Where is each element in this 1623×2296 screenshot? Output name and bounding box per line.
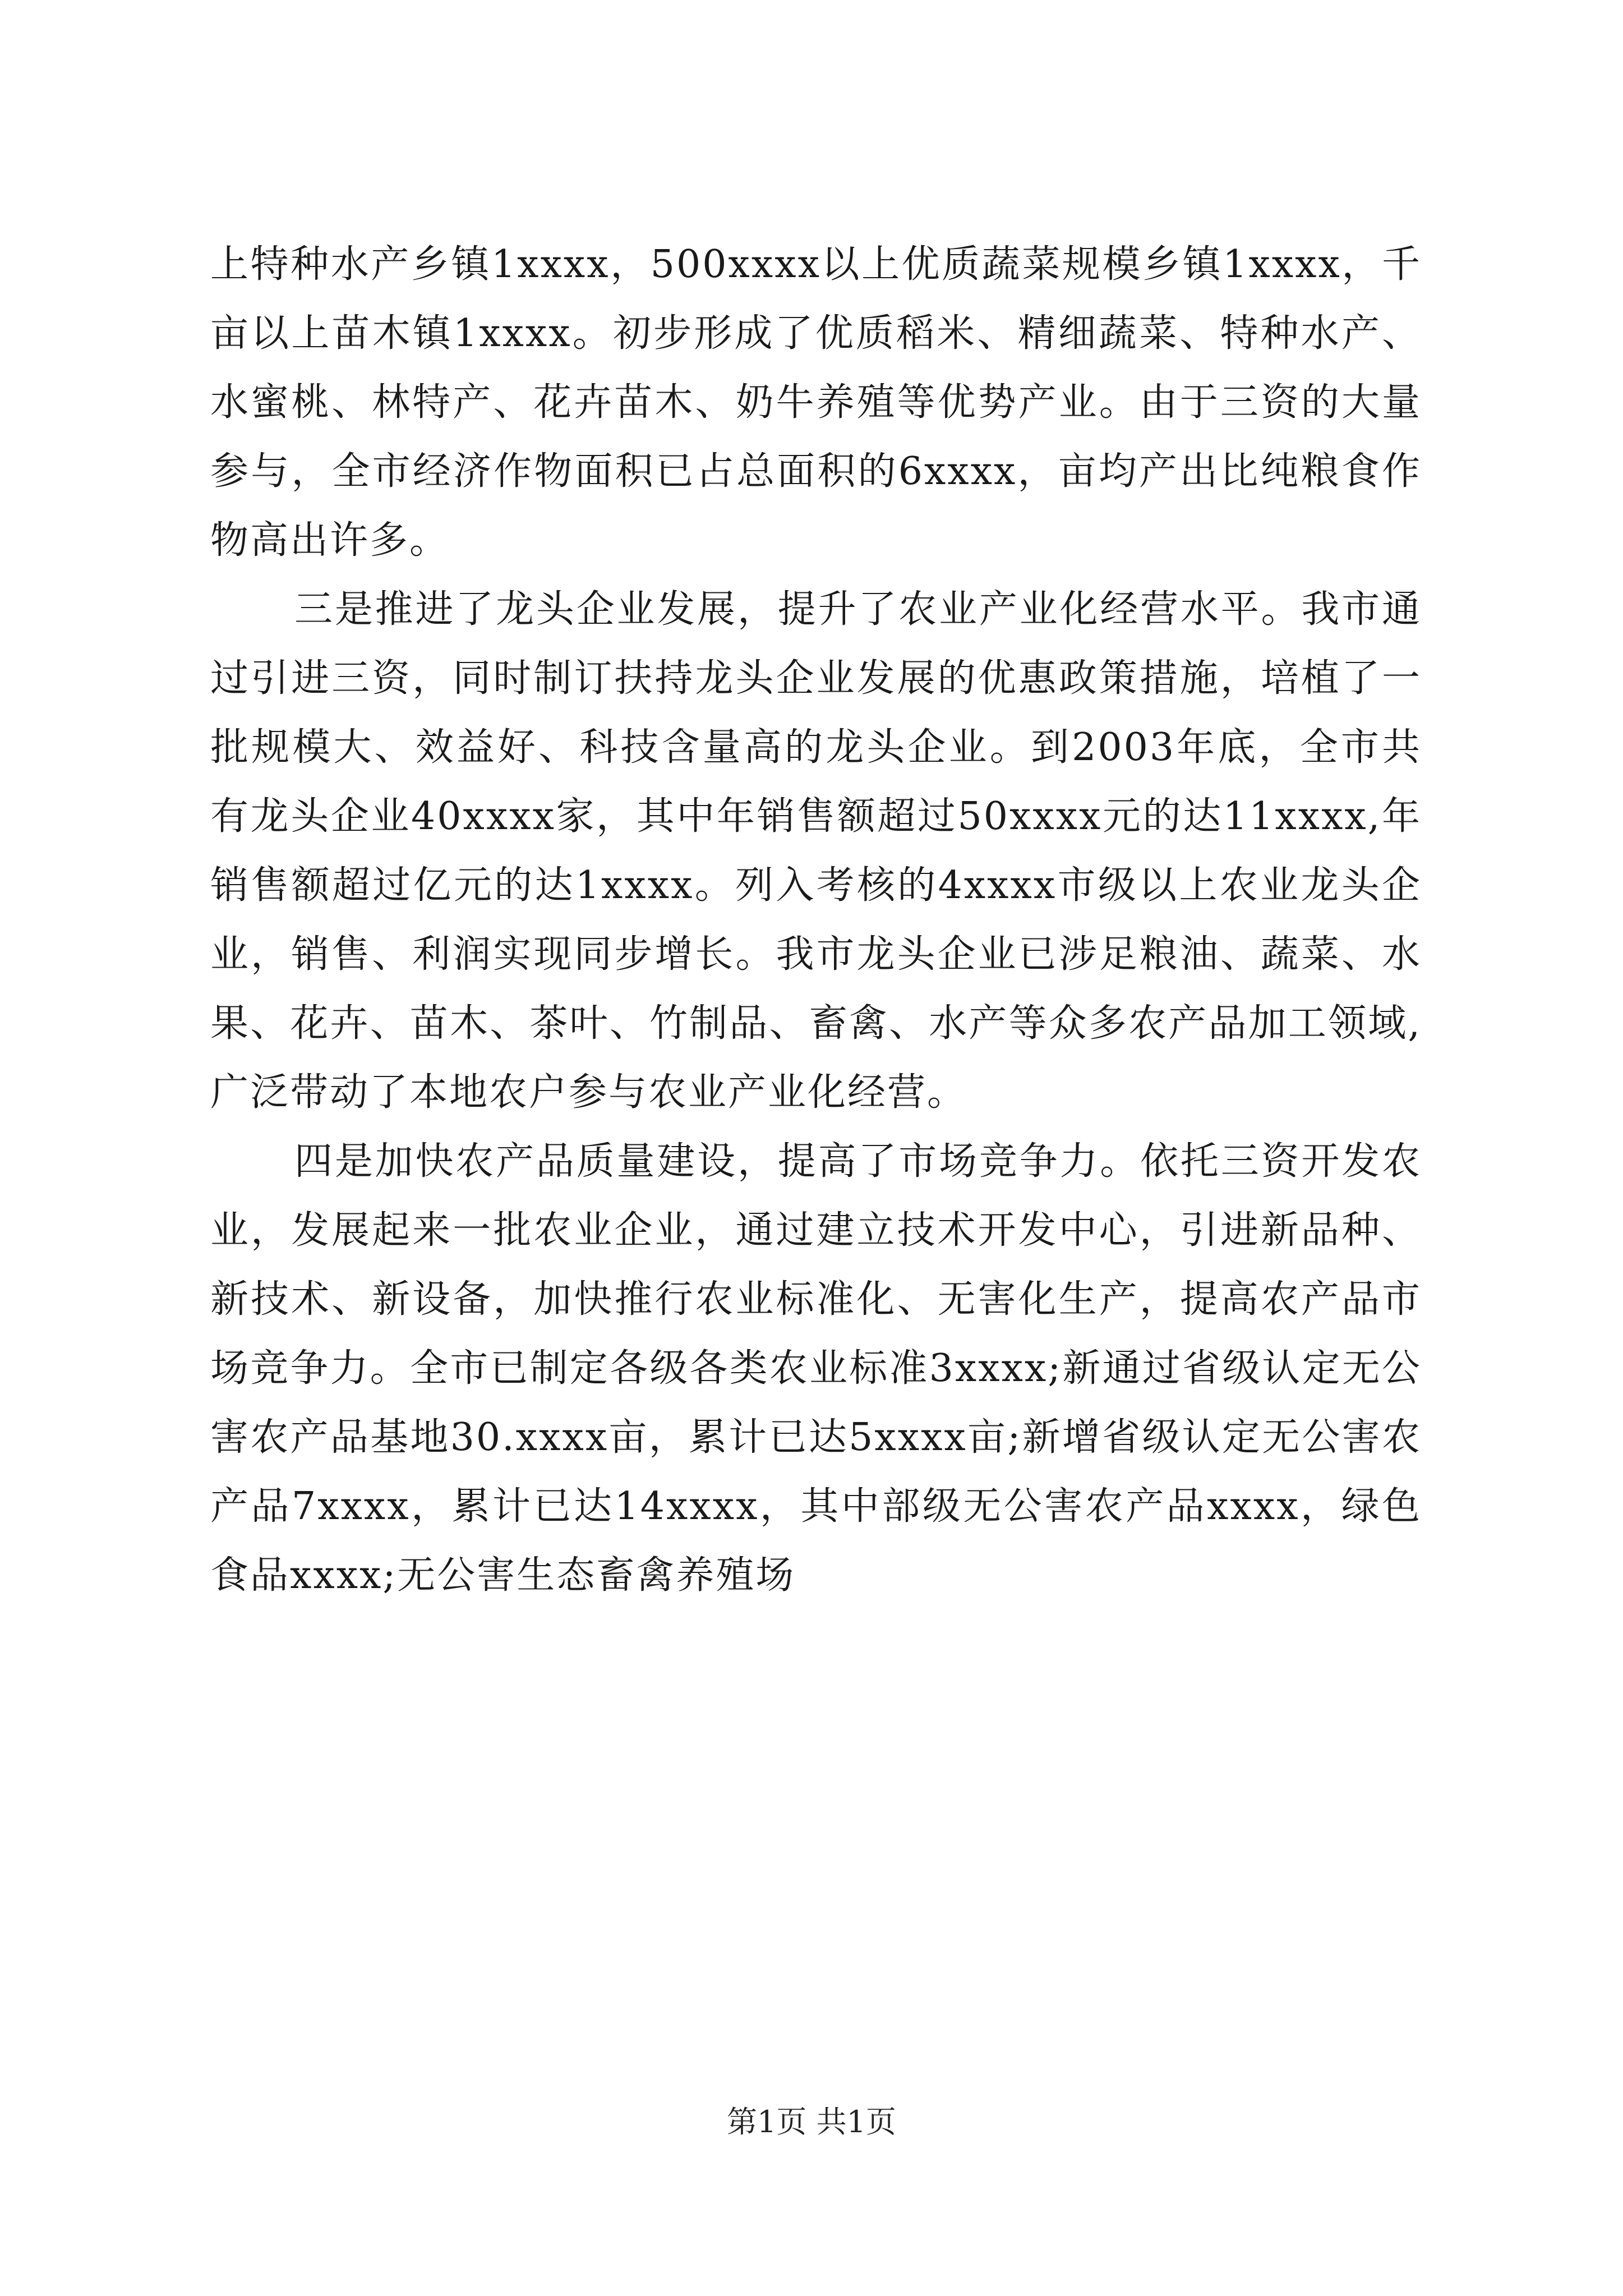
page-footer: 第1页 共1页	[727, 2104, 896, 2139]
paragraph-1: 上特种水产乡镇1xxxx，500xxxx以上优质蔬菜规模乡镇1xxxx，千亩以上苗木镇1xxxx。初步形成了优质稻米、精细蔬菜、特种水产、水蜜桃、林特产、花卉苗木、奶牛养殖等优势产业。由于三资的大量参与，全市经济作物面积已占总面积的6xxxx，亩均产出比纯粮食作物高出许多。	[210, 242, 1422, 563]
document-body	[210, 230, 1422, 1610]
paragraph-3: 四是加快农产品质量建设，提高了市场竞争力。依托三资开发农业，发展起来一批农业企业，通过建立技术开发中心，引进新品种、新技术、新设备，加快推行农业标准化、无害化生产，提高农产品市场竞争力。全市已制定各级各类农业标准3xxxx;新通过省级认定无公害农产品基地30.xxxx亩，累计已达5xxxx亩;新增省级认定无公害农产品7xxxx，累计已达14xxxx，其中部级无公害农产品xxxx，绿色食品xxxx;无公害生态畜禽养殖场	[210, 1139, 1422, 1598]
paragraph-2: 三是推进了龙头企业发展，提升了农业产业化经营水平。我市通过引进三资，同时制订扶持龙头企业发展的优惠政策措施，培植了一批规模大、效益好、科技含量高的龙头企业。到2003年底，全市共有龙头企业40xxxx家，其中年销售额超过50xxxx元的达11xxxx,年销售额超过亿元的达1xxxx。列入考核的4xxxx市级以上农业龙头企业，销售、利润实现同步增长。我市龙头企业已涉足粮油、蔬菜、水果、花卉、苗木、茶叶、竹制品、畜禽、水产等众多农产品加工领域,广泛带动了本地农户参与农业产业化经营。	[210, 587, 1422, 1115]
